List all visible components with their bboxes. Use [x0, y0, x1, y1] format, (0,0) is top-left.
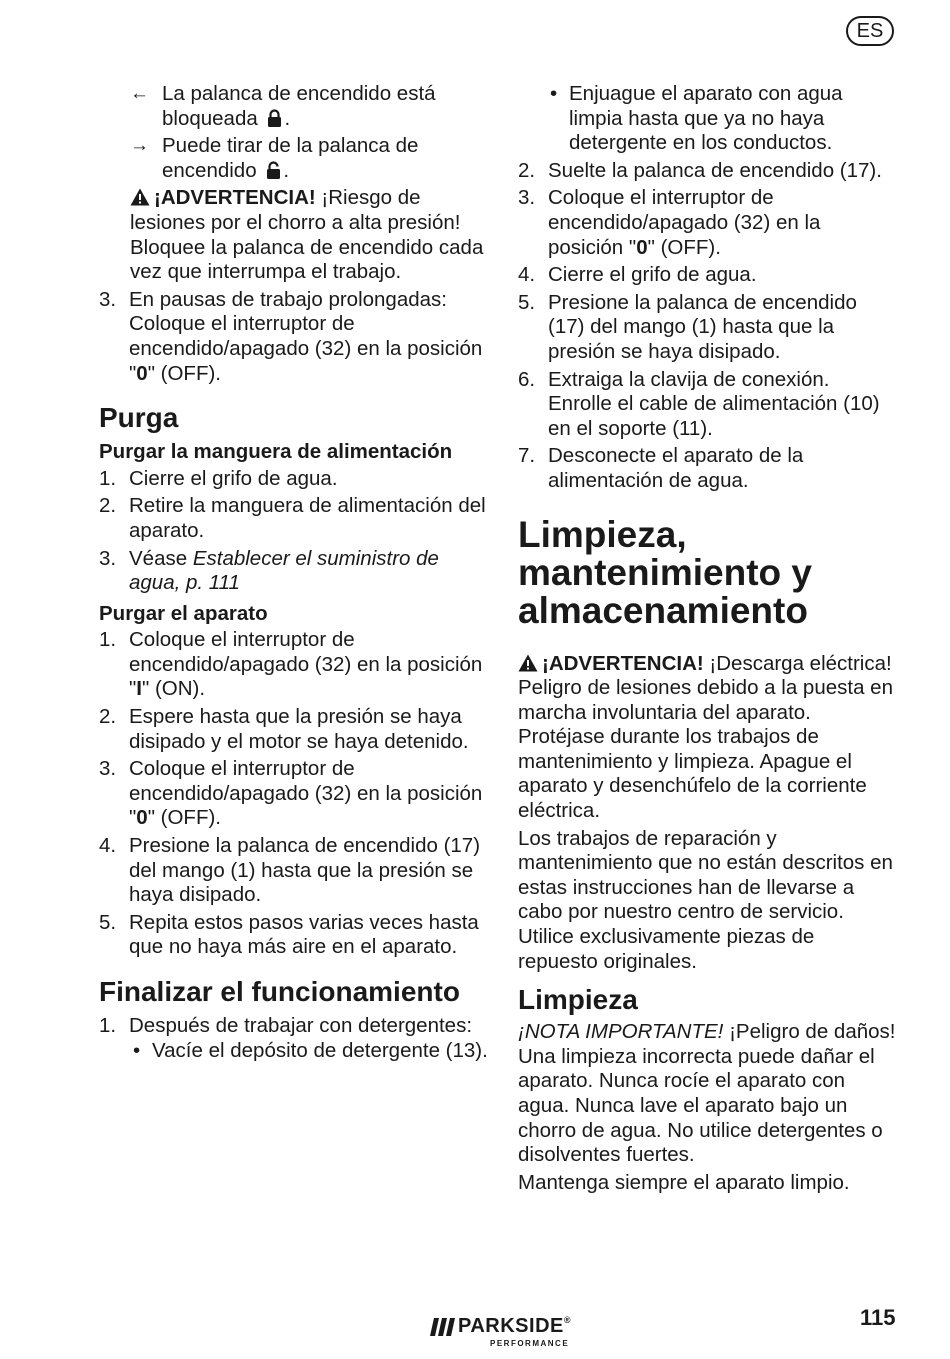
step-text-end: " (OFF).	[147, 806, 221, 830]
warning-triangle-icon	[518, 654, 538, 672]
bullet-text: Vacíe el depósito de detergente (13).	[152, 1038, 488, 1062]
warning-label: ¡ADVERTENCIA!	[154, 186, 316, 210]
note-label: ¡NOTA IMPORTANTE!	[518, 1020, 724, 1044]
list-item	[99, 834, 489, 908]
locked-end: .	[284, 106, 291, 130]
heading-line: almacenamiento	[518, 589, 808, 631]
step-number: 3.	[518, 186, 536, 210]
language-badge: ES	[846, 16, 894, 46]
chapter-heading-limpieza-mantenimiento	[518, 513, 898, 631]
step-number: 2.	[518, 158, 536, 182]
bullet-text: Enjuague el aparato con agua limpia hasta que ya no haya detergente en los conductos.	[569, 82, 843, 155]
switch-position: 0	[636, 235, 648, 259]
finalizar-list	[99, 1014, 489, 1039]
warning-pressure	[99, 186, 489, 284]
unlocked-end: .	[283, 158, 290, 182]
switch-position: 0	[136, 361, 148, 385]
step-number: 3.	[99, 757, 117, 781]
list-item	[129, 1039, 489, 1064]
warning-text: ¡Descarga eléctrica! Peligro de lesiones debido a la puesta en marcha involuntaria del aparato. Protéjase durante los trabajos de mantenimiento y limpieza. Apague el aparato y desenchúfelo de la corriente eléctrica.	[518, 651, 893, 823]
list-item	[99, 757, 489, 831]
step-text: Coloque el interruptor de encendido/apagado (32) en la posición "	[129, 628, 483, 701]
step-number: 6.	[518, 367, 536, 391]
cross-reference: Establecer el suministro de agua, p. 111	[129, 546, 439, 595]
warning-triangle-icon	[130, 188, 150, 206]
left-column	[99, 82, 489, 1066]
list-item	[99, 1014, 489, 1039]
list-item	[518, 291, 898, 365]
section-heading-finalizar: Finalizar el funcionamiento	[99, 976, 460, 1007]
keep-clean-text: Mantenga siempre el aparato limpio.	[518, 1170, 850, 1194]
step-number: 5.	[99, 910, 117, 934]
step-text: Coloque el interruptor de encendido/apagado (32) en la posición "	[129, 757, 483, 830]
rinse-bullet-list	[518, 82, 898, 156]
warning-text: ¡Riesgo de lesiones por el chorro a alta presión! Bloquee la palanca de encendido cada vez que interrumpa el trabajo.	[130, 186, 484, 284]
section-heading-purga: Purga	[99, 402, 179, 434]
brand-name: PARKSIDE®	[458, 1315, 572, 1337]
bullet-icon: •	[550, 82, 558, 105]
step-number: 1.	[99, 466, 117, 490]
list-item	[99, 628, 489, 702]
locked-status-line	[99, 82, 489, 131]
step-text: Retire la manguera de alimentación del aparato.	[129, 494, 486, 542]
list-item	[518, 159, 898, 184]
step-number: 4.	[518, 263, 536, 287]
step-number: 2.	[99, 705, 117, 729]
service-paragraph: Los trabajos de reparación y mantenimiento que no están descritos en estas instrucciones han de llevarse a cabo por nuestro centro de servicio. Utilice exclusivamente piezas de repuesto originales.	[518, 826, 893, 973]
step-number: 1.	[99, 1014, 117, 1037]
step-number: 1.	[99, 628, 117, 652]
step-text: Coloque el interruptor de encendido/apagado (32) en la posición "	[548, 186, 821, 259]
note-text: ¡Peligro de daños! Una limpieza incorrecta puede dañar el aparato. Nunca rocíe el aparato con agua. Nunca lave el aparato bajo un chorro de agua. No utilice detergentes o disolventes fuertes.	[518, 1020, 896, 1167]
work-pause-list	[99, 288, 489, 386]
list-item	[99, 288, 489, 386]
detergent-bullet-list	[99, 1039, 489, 1064]
subheading-purgar-aparato: Purgar el aparato	[99, 601, 268, 625]
brand-subline: PERFORMANCE	[490, 1339, 570, 1348]
step-text: Presione la palanca de encendido (17) del mango (1) hasta que la presión se haya disipado.	[129, 834, 481, 907]
step-number: 2.	[99, 494, 117, 518]
list-item	[99, 494, 489, 543]
switch-position: I	[136, 677, 142, 701]
list-item	[99, 705, 489, 754]
heading-line: mantenimiento y	[518, 551, 812, 593]
parkside-logo	[430, 1315, 580, 1351]
step-number: 5.	[518, 290, 536, 314]
warning-label: ¡ADVERTENCIA!	[542, 651, 704, 675]
list-item	[99, 547, 489, 596]
step-text: Presione la palanca de encendido (17) del mango (1) hasta que la presión se haya disipado.	[548, 290, 857, 363]
registered-mark: ®	[563, 1315, 572, 1325]
arrow-right-icon: →	[130, 135, 149, 157]
step-text: Desconecte el aparato de la alimentación de agua.	[548, 444, 804, 492]
list-item	[518, 444, 898, 493]
step-number: 7.	[518, 444, 536, 468]
bullet-icon: •	[133, 1038, 141, 1062]
step-text: Véase	[129, 546, 193, 570]
lock-open-icon	[266, 161, 281, 179]
list-item	[99, 911, 489, 960]
switch-position: 0	[136, 806, 148, 830]
locked-text: La palanca de encendido está bloqueada	[162, 82, 436, 130]
unlocked-status-line	[99, 134, 489, 183]
step-number: 3.	[99, 287, 117, 311]
step-text: Suelte la palanca de encendido (17).	[548, 158, 882, 182]
purgar-manguera-list	[99, 467, 489, 596]
purgar-aparato-list	[99, 628, 489, 960]
arrow-left-icon: ←	[130, 83, 149, 104]
logo-stripes-icon	[430, 1318, 456, 1336]
step-text-end: " (OFF).	[147, 361, 221, 385]
step-number: 4.	[99, 834, 117, 858]
list-item	[518, 186, 898, 260]
step-text: Después de trabajar con detergentes:	[129, 1014, 473, 1037]
step-text: Cierre el grifo de agua.	[129, 466, 338, 490]
step-text: Extraiga la clavija de conexión. Enrolle el cable de alimentación (10) en el soporte (11).	[548, 367, 880, 440]
step-text: Repita estos pasos varias veces hasta que no haya más aire en el aparato.	[129, 910, 479, 959]
heading-line: Limpieza,	[518, 513, 687, 555]
list-item	[518, 263, 898, 288]
lock-closed-icon	[267, 109, 282, 127]
list-item	[518, 368, 898, 442]
step-text: Espere hasta que la presión se haya disipado y el motor se haya detenido.	[129, 705, 469, 753]
important-note	[518, 1020, 898, 1168]
subheading-purgar-manguera: Purgar la manguera de alimentación	[99, 440, 453, 464]
warning-electric	[518, 652, 898, 824]
unlocked-text: Puede tirar de la palanca de encendido	[162, 134, 419, 182]
finalizar-steps-list	[518, 159, 898, 494]
list-item	[99, 467, 489, 492]
step-text: Cierre el grifo de agua.	[548, 263, 757, 287]
step-number: 3.	[99, 546, 117, 570]
list-item	[546, 82, 898, 156]
step-text-end: " (OFF).	[647, 235, 721, 259]
step-text-end: " (ON).	[141, 677, 206, 701]
right-column	[518, 82, 898, 1198]
page-number: 115	[860, 1305, 896, 1330]
section-heading-limpieza: Limpieza	[518, 984, 638, 1016]
step-text: En pausas de trabajo prolongadas: Coloque el interruptor de encendido/apagado (32) en la posición "	[129, 287, 483, 385]
